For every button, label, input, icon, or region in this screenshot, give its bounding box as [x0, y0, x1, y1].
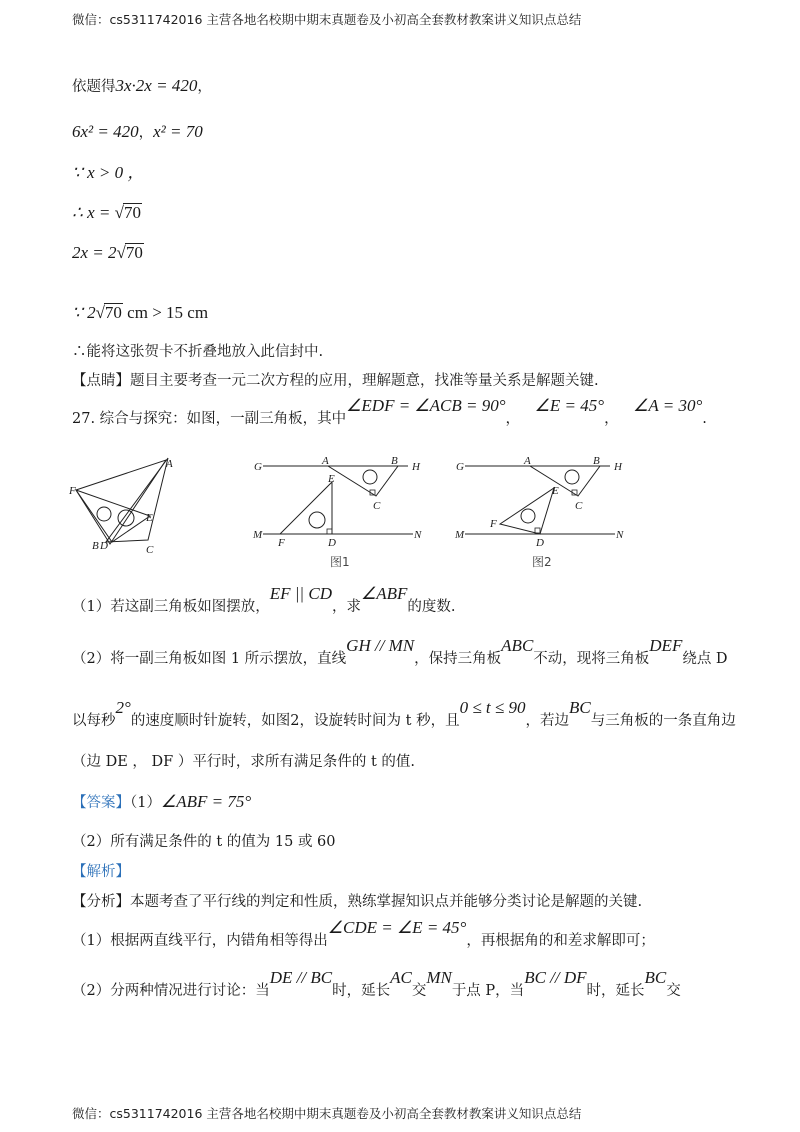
page-footer: 微信：cs5311742016 主营各地名校期中期末真题卷及小初高全套教材教案讲义知识点总结	[72, 1106, 582, 1121]
fig1-label-E: E	[328, 473, 335, 485]
fig1-label-N: N	[414, 529, 422, 541]
page-header: 微信：cs5311742016 主营各地名校期中期末真题卷及小初高全套教材教案讲义知识点总结	[72, 12, 582, 27]
fig2-label-A: A	[524, 455, 531, 467]
figure-1-caption: 图1	[330, 555, 350, 569]
solution-line-5: 2x = 2√70	[72, 243, 143, 262]
figure-2	[450, 452, 630, 547]
fig1-label-G: G	[254, 461, 262, 473]
question-part-1: （1）若这副三角板如图摆放，EF || CD，求∠ABF的度数.	[72, 584, 456, 615]
question-part-2-line-2: 以每秒2°的速度顺时针旋转，如图2，设旋转时间为 t 秒，且0 ≤ t ≤ 90，若边BC与三角板的一条直角边	[72, 698, 736, 729]
fig1-label-C: C	[373, 500, 381, 512]
question-part-2-line-3: （边 DE ， DF ）平行时，求所有满足条件的 t 的值.	[72, 754, 415, 770]
solution-line-3: ∵ x > 0 ，	[72, 163, 145, 182]
fig2-label-H: H	[614, 461, 622, 473]
answer-label: 【答案】	[72, 795, 130, 811]
fig0-label-A: A	[166, 458, 173, 470]
analysis-step-1: （1）根据两直线平行，内错角相等得出∠CDE = ∠E = 45°，再根据角的和差求解即可；	[72, 918, 655, 949]
fig0-label-F: F	[69, 485, 76, 497]
solution-conclusion: ∴能将这张贺卡不折叠地放入此信封中.	[72, 344, 324, 360]
fig0-label-D: D	[100, 540, 108, 552]
solution-line-2: 6x² = 420，x² = 70	[72, 122, 203, 141]
fig0-label-B: B	[92, 540, 99, 552]
answer-line-2: （2）所有满足条件的 t 的值为 15 或 60	[72, 834, 336, 850]
figure-2-caption: 图2	[532, 555, 552, 569]
fig2-label-C: C	[575, 500, 583, 512]
analysis-label: 【解析】	[72, 864, 130, 880]
fig2-label-B: B	[593, 455, 600, 467]
solution-line-6: ∵ 2√70 cm > 15 cm	[72, 303, 209, 322]
fig2-label-E: E	[552, 485, 559, 497]
question-27-stem: 27. 综合与探究：如图，一副三角板，其中∠EDF = ∠ACB = 90°， ∠E = 45°， ∠A = 30°.	[72, 396, 707, 427]
question-part-2-line-1: （2）将一副三角板如图 1 所示摆放，直线GH // MN，保持三角板ABC不动，现将三角板DEF绕点 D	[72, 636, 728, 667]
solution-line-4: ∴ x = √70	[72, 203, 141, 222]
fig2-label-D: D	[536, 537, 544, 547]
fig0-label-C: C	[146, 544, 154, 556]
fig2-label-N: N	[616, 529, 624, 541]
fig2-label-F: F	[490, 518, 497, 530]
solution-line-1: 依题得3x·2x = 420，	[72, 76, 212, 95]
figure-triangle-sets	[66, 452, 196, 562]
fig0-label-E: E	[146, 512, 153, 524]
answer-line-1: 【答案】（1）∠ABF = 75°	[72, 792, 252, 811]
fig1-label-D: D	[328, 537, 336, 547]
analysis-step-2: （2）分两种情况进行讨论：当DE // BC时，延长AC交MN于点 P，当BC // DF时，延长BC交	[72, 968, 681, 999]
fig1-label-M: M	[253, 529, 263, 541]
fig1-label-B: B	[391, 455, 398, 467]
fig1-label-H: H	[412, 461, 420, 473]
analysis-fenxi: 【分析】本题考查了平行线的判定和性质，熟练掌握知识点并能够分类讨论是解题的关键.	[72, 894, 643, 910]
fig2-label-M: M	[455, 529, 465, 541]
fig1-label-F: F	[278, 537, 285, 547]
fig1-label-A: A	[322, 455, 329, 467]
comment-dianjing: 【点睛】题目主要考查一元二次方程的应用，理解题意，找准等量关系是解题关键.	[72, 373, 599, 389]
figure-1	[248, 452, 428, 547]
fig2-label-G: G	[456, 461, 464, 473]
